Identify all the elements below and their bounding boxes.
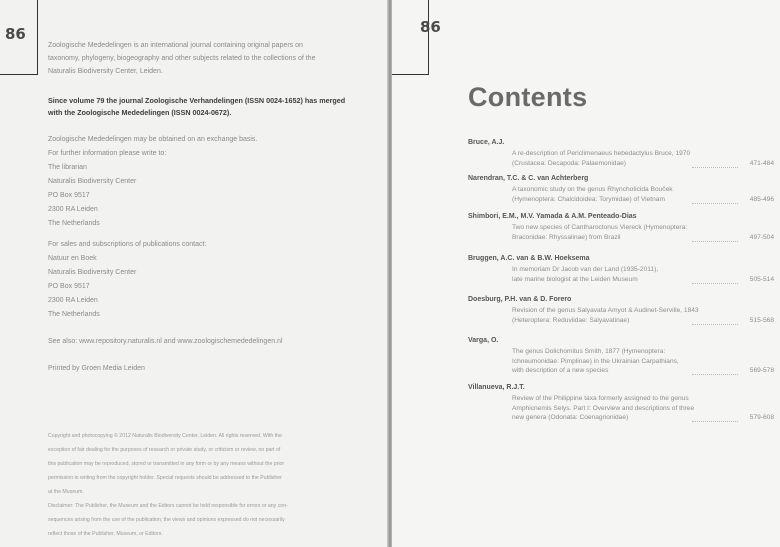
disclaimer-line: Disclaimer: The Publisher, the Museum and the Editors cannot be held responsible for errors or any con- xyxy=(48,503,288,509)
exchange-info-line: Naturalis Biodiversity Center xyxy=(48,178,137,185)
toc-leader-dots xyxy=(692,283,738,284)
toc-leader-dots xyxy=(692,167,738,168)
left-page xyxy=(0,0,389,547)
toc-page-range: 579-608 xyxy=(749,414,774,421)
disclaimer-line: reflect those of the Publisher, Museum, or Editors. xyxy=(48,531,163,537)
sales-info-line: PO Box 9517 xyxy=(48,283,90,290)
toc-title-line: Braconidae: Rhyssalinae) from Brazil xyxy=(512,233,621,241)
merge-note-line: Since volume 79 the journal Zoologische Verhandelingen (ISSN 0024-1652) has merged xyxy=(48,96,346,105)
toc-author: Shimbori, E.M., M.V. Yamada & A.M. Penteado-Dias xyxy=(468,213,637,220)
toc-title-line: with description of a new species xyxy=(512,367,609,374)
toc-leader-dots xyxy=(692,203,738,204)
toc-author: Villanueva, R.J.T. xyxy=(468,384,525,391)
exchange-info-line: The librarian xyxy=(48,164,87,171)
copyright-line: this publication may be reproduced, stored or transmitted in any form or by any means without the prior xyxy=(48,461,285,467)
toc-title-line: A taxonomic study on the genus Rhynchoticida Bouček xyxy=(512,186,673,193)
toc-author: Narendran, T.C. & C. van Achterberg xyxy=(468,175,589,182)
toc-title-line: Review of the Philippine taxa formerly assigned to the genus xyxy=(512,395,689,402)
printed-by-line: Printed by Groen Media Leiden xyxy=(48,365,145,372)
intro-text-line: Naturalis Biodiversity Center, Leiden. xyxy=(48,68,163,75)
toc-author: Bruggen, A.C. van & B.W. Hoeksema xyxy=(468,255,590,262)
toc-title-line: Two new species of Cantharoctonus Viereck (Hymenoptera: xyxy=(512,224,688,231)
toc-page-range: 505-514 xyxy=(749,275,774,283)
page-number: 86 xyxy=(5,25,26,43)
toc-title-line: Amphicnemis Selys. Part I: Overview and descriptions of three xyxy=(512,404,695,412)
toc-title-line: In memoriam Dr Jacob van der Land (1935-2011), xyxy=(512,266,659,273)
toc-author: Doesburg, P.H. van & D. Forero xyxy=(468,296,572,303)
page-number-box xyxy=(392,0,429,75)
right-page xyxy=(392,0,780,547)
toc-page-range: 485-496 xyxy=(749,195,774,203)
exchange-info-line: For further information please write to: xyxy=(48,150,167,157)
copyright-line: exception of fair dealing for the purposes of research or private study, or criticism or review, no part of xyxy=(48,447,281,453)
see-also-line: See also: www.repository.naturalis.nl and www.zoologischemededelingen.nl xyxy=(48,338,283,345)
contents-title: Contents xyxy=(468,82,588,112)
toc-leader-dots xyxy=(692,241,738,242)
intro-text-line: taxonomy, phylogeny, biogeography and other subjects related to the collections of the xyxy=(48,55,316,62)
toc-title-line: (Hymenoptera: Chalcidoidea: Torymidae) of Vietnam xyxy=(512,195,665,203)
toc-title-line: Ichneumonidae: Pimplinae) in the Ukrainian Carpathians, xyxy=(512,357,679,365)
toc-title-line: Revision of the genus Salyavata Amyot & Audinet-Serville, 1843 xyxy=(512,307,699,314)
toc-page-range: 569-578 xyxy=(749,367,774,374)
exchange-info-line: PO Box 9517 xyxy=(48,192,90,199)
sales-info-line: Naturalis Biodiversity Center xyxy=(48,269,137,276)
toc-title-line: (Crustacea: Decapoda: Palaemonidae) xyxy=(512,159,626,167)
toc-title-line: (Heteroptera: Reduviidae: Salyavatinae) xyxy=(512,316,630,324)
toc-leader-dots xyxy=(692,421,738,422)
copyright-line: Copyright and photocopying © 2012 Naturalis Biodiversity Center, Leiden. All rights reserved. With the xyxy=(48,433,282,439)
sales-info-line: 2300 RA Leiden xyxy=(48,297,98,304)
toc-title-line: new genera (Odonata: Coenagrionidae) xyxy=(512,414,629,421)
toc-leader-dots xyxy=(692,324,738,325)
copyright-line: at the Museum. xyxy=(48,489,84,495)
disclaimer-line: sequences arising from the use of the publication; the views and opinions expressed do not necessarily xyxy=(48,517,285,523)
toc-title-line: The genus Dolichomitus Smith, 1877 (Hymenoptera: xyxy=(512,348,666,355)
exchange-info-line: 2300 RA Leiden xyxy=(48,206,98,213)
toc-title-line: A re-description of Periclimenaeus hebedactylus Bruce, 1970 xyxy=(512,150,691,157)
toc-leader-dots xyxy=(692,374,738,375)
toc-author: Varga, O. xyxy=(468,337,499,344)
sales-info-line: Natuur en Boek xyxy=(48,255,97,262)
toc-page-range: 471-484 xyxy=(749,159,774,167)
exchange-info-line: Zoologische Mededelingen may be obtained on an exchange basis. xyxy=(48,136,258,143)
toc-title-line: late marine biologist at the Leiden Museum xyxy=(512,275,638,283)
intro-text-line: Zoologische Mededelingen is an international journal containing original papers on xyxy=(48,42,303,49)
page-number: 86 xyxy=(420,18,441,36)
toc-page-range: 497-504 xyxy=(749,233,774,241)
toc-page-range: 515-568 xyxy=(749,316,774,324)
sales-info-line: For sales and subscriptions of publications contact: xyxy=(48,241,207,248)
sales-info-line: The Netherlands xyxy=(48,311,100,318)
exchange-info-line: The Netherlands xyxy=(48,220,100,227)
merge-note-line: with the Zoologische Mededelingen (ISSN 0024-0672). xyxy=(48,108,232,117)
toc-author: Bruce, A.J. xyxy=(468,139,505,146)
copyright-line: permission in writing from the copyright holder. Special requests should be addressed to the Publisher xyxy=(48,475,282,481)
